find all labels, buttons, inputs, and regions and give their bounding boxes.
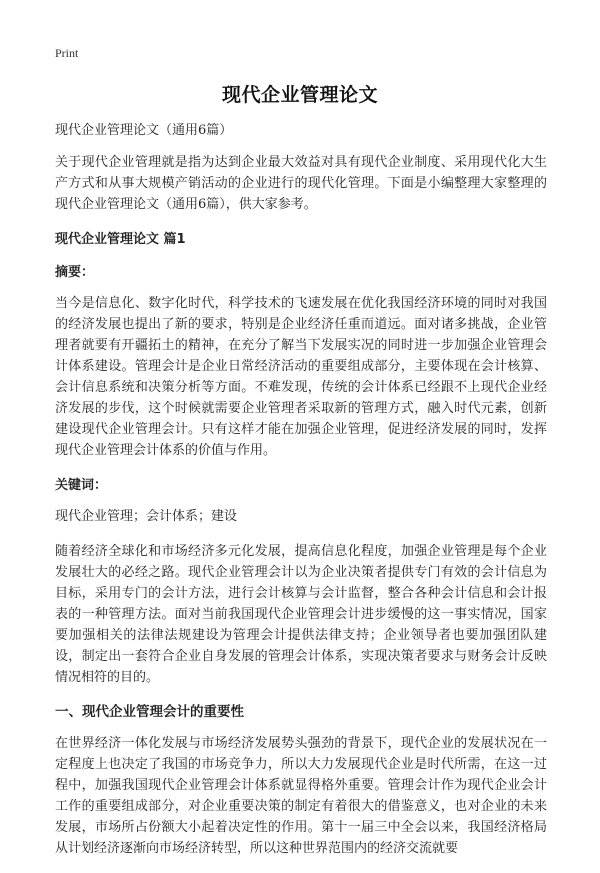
body-paragraph: 随着经济全球化和市场经济多元化发展，提高信息化程度，加强企业管理是每个企业发展壮大的必经之路。现代企业管理会计以为企业决策者提供专门有效的会计信息为目标，采用专门的会计方法，进行会计核算与会计监督，整合各种会计信息和会计报表的一种管理方法。面对当前我国现代企业管理会计进步缓慢的这一事实情况，国家要加强相关的法律法规建设为管理会计提供法律支持；企业领导者也要加强团队建设，制定出一套符合企业自身发展的管理会计体系，实现决策者要求与财务会计反映情况相符的目的。 [55,544,547,685]
intro-paragraph: 关于现代企业管理就是指为达到企业最大效益对具有现代企业制度、采用现代化大生产方式和从事大规模产销活动的企业进行的现代化管理。下面是小编整理大家整理的现代企业管理论文（通用6篇），供大家参考。 [55,155,547,212]
article-heading: 现代企业管理论文 篇1 [55,232,186,247]
document-body [55,120,547,873]
abstract-label: 摘要： [55,265,95,280]
document-title: 现代企业管理论文 [221,84,378,106]
section-heading: 一、现代企业管理会计的重要性 [55,704,244,720]
keywords-label: 关键词： [55,478,108,493]
print-link[interactable]: Print [55,46,79,60]
section-paragraph: 在世界经济一体化发展与市场经济发展势头强劲的背景下，现代企业的发展状况在一定程度上也决定了我国的市场竞争力，所以大力发展现代企业是时代所需，在这一过程中，加强我国现代企业管理会计体系就显得格外重要。管理会计作为现代企业会计工作的重要组成部分，对企业重要决策的制定有着很大的借鉴意义，也对企业的未来发展，市场所占份额大小起着决定性的作用。第十一届三中全会以来，我国经济格局从计划经济逐渐向市场经济转型，所以这种世界范围内的经济交流就要 [55,736,547,856]
document-subtitle: 现代企业管理论文（通用6篇） [55,123,233,138]
abstract-paragraph: 当今是信息化、数字化时代，科学技术的飞速发展在优化我国经济环境的同时对我国的经济发展也提出了新的要求，特别是企业经济任重而道远。面对诸多挑战，企业管理者就要有开疆拓土的精神，在充分了解当下发展实况的同时进一步加强企业管理会计体系建设。管理会计是企业日常经济活动的重要组成部分，主要体现在会计核算、会计信息系统和决策分析等方面。不难发现，传统的会计体系已经跟不上现代企业经济发展的步伐，这个时候就需要企业管理者采取新的管理方式，融入时代元素，创新建设现代企业管理会计。只有这样才能在加强企业管理，促进经济发展的同时，发挥现代企业管理会计体系的价值与作用。 [55,296,547,458]
keywords-text: 现代企业管理；会计体系；建设 [55,509,238,524]
